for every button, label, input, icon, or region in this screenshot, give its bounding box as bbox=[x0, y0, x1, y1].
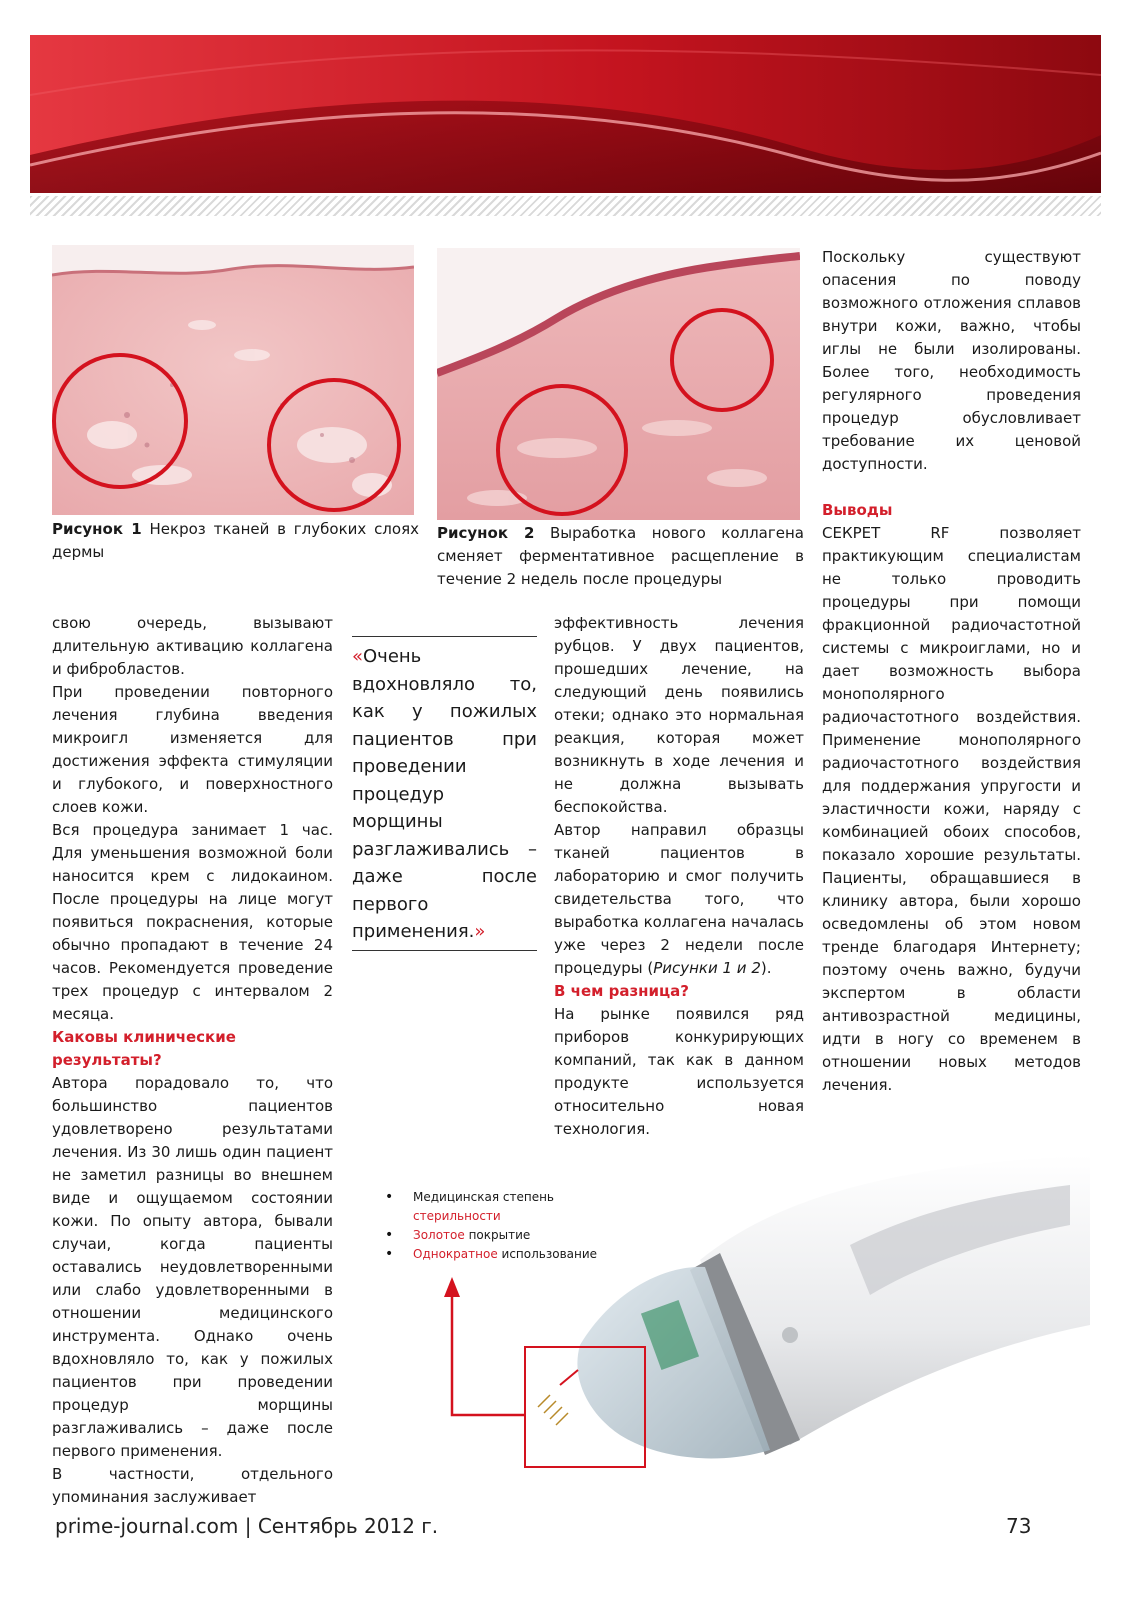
header-banner bbox=[30, 35, 1101, 193]
feature-item-single-use bbox=[385, 1245, 645, 1264]
figure-1-image bbox=[52, 245, 414, 515]
device-feature-list bbox=[385, 1188, 645, 1264]
quote-text: Очень вдохновляло то, как у пожилых пациентов при проведении процедур морщины разглаживались – даже после первого применения. bbox=[352, 646, 537, 942]
figure-2-caption-text: Выработка нового коллагена сменяет ферментативное расщепление в течение 2 недель после процедуры bbox=[437, 524, 804, 588]
figure-1-caption bbox=[52, 518, 419, 564]
feature-highlight: Золотое bbox=[413, 1228, 465, 1242]
page-number: 73 bbox=[1006, 1514, 1032, 1538]
callout-arrow-icon bbox=[440, 1275, 530, 1425]
feature-item-sterility bbox=[385, 1188, 645, 1226]
column-4 bbox=[822, 246, 1081, 1097]
col3-figure-reference: Рисунки 1 и 2 bbox=[653, 959, 761, 977]
histology-micrograph-icon bbox=[52, 245, 414, 515]
col3-paragraph-2-end: ). bbox=[760, 959, 772, 977]
col1-paragraph-5: В частности, отдельного упоминания заслуживает bbox=[52, 1465, 333, 1506]
header-hatch-stripe bbox=[30, 196, 1101, 216]
figure-1-caption-text: Некроз тканей в глубоких слоях дермы bbox=[52, 520, 419, 561]
col3-paragraph-3: На рынке появился ряд приборов конкурирующих компаний, так как в данном продукте используется относительно новая технология. bbox=[554, 1005, 804, 1138]
col4-heading-conclusions: Выводы bbox=[822, 501, 893, 519]
col1-heading-results: Каковы клинические результаты? bbox=[52, 1028, 236, 1069]
column-1 bbox=[52, 612, 333, 1509]
pull-quote bbox=[352, 636, 537, 951]
figure-1-label: Рисунок 1 bbox=[52, 520, 142, 538]
feature-highlight: Однократное bbox=[413, 1247, 498, 1261]
col1-paragraph-2: При проведении повторного лечения глубина введения микроигл изменяется для достижения эффекта стимуляции и глубокого, и поверхностного слоев кожи. bbox=[52, 683, 333, 816]
feature-text: использование bbox=[497, 1247, 598, 1261]
histology-micrograph-icon bbox=[437, 248, 800, 520]
feature-item-gold-coating bbox=[385, 1226, 645, 1245]
col3-paragraph-1: эффективность лечения рубцов. У двух пациентов, прошедших лечение, на следующий день появились отеки; однако это нормальная реакция, которая может возникнуть в ходе лечения и не должна вызывать беспокойства. bbox=[554, 614, 804, 816]
col4-spacer bbox=[822, 476, 1081, 499]
col4-paragraph-1: Поскольку существуют опасения по поводу возможного отложения сплавов внутри кожи, важно, чтобы иглы не были изолированы. Более того, необходимость регулярного проведения процедур обусловливает требование их ценовой доступности. bbox=[822, 248, 1081, 473]
col3-heading-difference: В чем разница? bbox=[554, 982, 689, 1000]
col3-paragraph-2 bbox=[554, 819, 804, 980]
footer-source: prime-journal.com | Сентябрь 2012 г. bbox=[55, 1514, 439, 1538]
figure-2-image bbox=[437, 248, 800, 520]
feature-highlight: стерильности bbox=[413, 1209, 501, 1223]
quote-close-mark: » bbox=[474, 921, 486, 942]
feature-text: покрытие bbox=[464, 1228, 531, 1242]
col3-paragraph-2-text: Автор направил образцы тканей пациентов в лабораторию и смог получить свидетельства того, что выработка коллагена началась уже через 2 недели после процедуры ( bbox=[554, 821, 804, 977]
col4-paragraph-2: СЕКРЕТ RF позволяет практикующим специалистам не только проводить процедуры при помощи фракционной радиочастотной системы с микроиглами, но и дает возможность выбора монополярного радиочастотного воздействия. Применение монополярного радиочастотного воздействия для поддержания упругости и эластичности кожи, наряду с комбинацией обоих способов, показало хорошие результаты. Пациенты, обращавшиеся в клинику автора, были хорошо осведомлены об этом новом тренде благодаря Интернету; поэтому очень важно, будучи экспертом в области антивозрастной медицины, идти в ногу со временем в отношении новых методов лечения. bbox=[822, 524, 1081, 1094]
figure-2-label: Рисунок 2 bbox=[437, 524, 535, 542]
quote-open-mark: « bbox=[352, 646, 364, 667]
column-3 bbox=[554, 612, 804, 1141]
figure-2-caption bbox=[437, 522, 804, 591]
col1-paragraph-4: Автора порадовало то, что большинство пациентов удовлетворено результатами лечения. Из 30 лишь один пациент не заметил разницы во внешнем виде и ощущаемом состоянии кожи. По опыту автора, бывали случаи, когда пациенты оставались неудовлетворенными или слабо удовлетворенными в отношении медицинского инструмента. Однако очень вдохновляло то, как у пожилых пациентов при проведении процедур морщины разглаживались – даже после первого применения. bbox=[52, 1074, 333, 1460]
banner-wave-graphic bbox=[30, 35, 1101, 193]
col1-paragraph-1: свою очередь, вызывают длительную активацию коллагена и фибробластов. bbox=[52, 614, 333, 678]
col1-paragraph-3: Вся процедура занимает 1 час. Для уменьшения возможной боли наносится крем с лидокаином. После процедуры на лице могут появиться покраснения, которые обычно пропадают в течение 24 часов. Рекомендуется проведение трех процедур с интервалом 2 месяца. bbox=[52, 821, 333, 1023]
feature-text: Медицинская степень bbox=[413, 1190, 554, 1204]
